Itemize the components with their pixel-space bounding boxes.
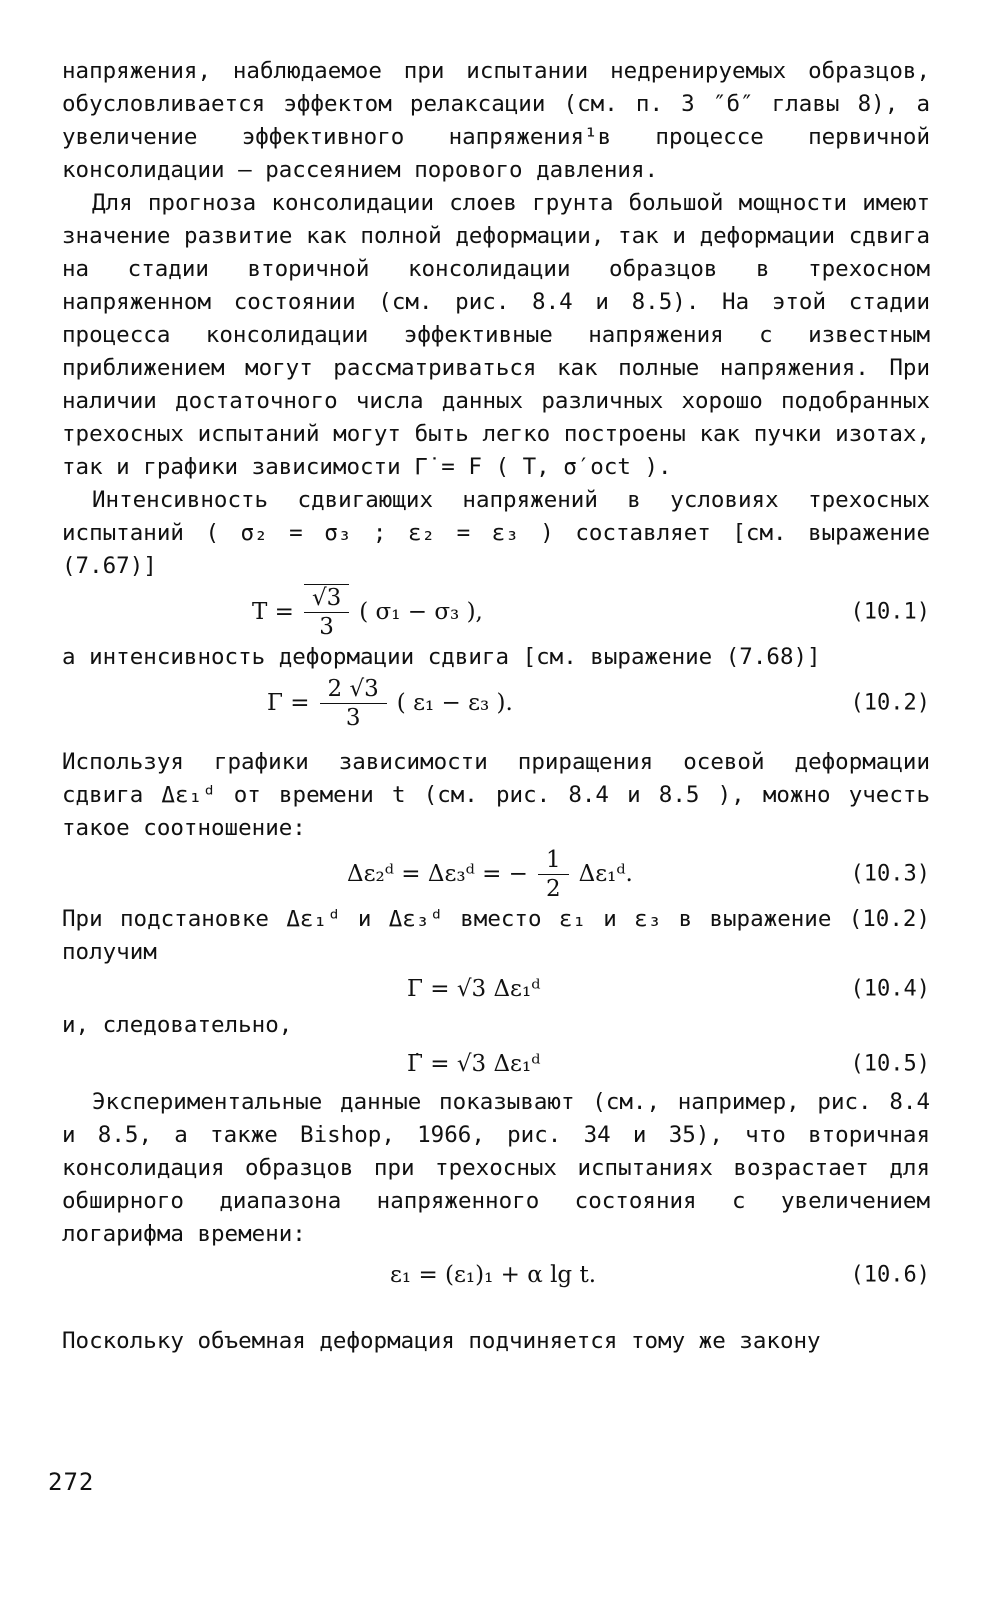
- paragraph-2: Для прогноза консолидации слоев грунта большой мощности имеют значение развитие как полной деформации, так и деформации сдвига на стадии вторичной консолидации образцов в трехосном напряженном состоянии (см. рис. 8.4 и 8.5). На этой стадии процесса консолидации эффективные напряжения с известным приближением могут рассматриваться как полные напряжения. При наличии достаточного числа данных различных хорошо подобранных трехосных испытаний могут быть легко построены как пучки изотах, так и графики зависимости Γ̇ = F ( T, σ′oct ).: [62, 190, 930, 480]
- equation-label: (10.5): [850, 1051, 930, 1077]
- paragraph-5: Используя графики зависимости приращения осевой деформации сдвига Δε₁ᵈ от времени t (см. рис. 8.4 и 8.5 ), можно учесть такое соотношение:: [62, 749, 930, 841]
- equation-rhs: ( σ₁ − σ₃ ),: [359, 599, 483, 625]
- paragraph-4: а интенсивность деформации сдвига [см. выражение (7.68)]: [62, 644, 821, 670]
- equation-rhs: ( ε₁ − ε₃ ).: [396, 690, 513, 716]
- paragraph-3: Интенсивность сдвигающих напряжений в условиях трехосных испытаний ( σ₂ = σ₃ ; ε₂ = ε₃ ) составляет [см. выражение (7.67)]: [62, 487, 930, 579]
- equation-lhs: Γ =: [267, 690, 310, 716]
- equation-10-6: [62, 1251, 930, 1299]
- paragraph-6: При подстановке Δε₁ᵈ и Δε₃ᵈ вместо ε₁ и ε₃ в выражение (10.2) получим: [62, 906, 930, 965]
- page-body: [62, 55, 930, 1358]
- equation-10-5: [62, 1042, 930, 1086]
- paragraph-7: и, следовательно,: [62, 1012, 293, 1038]
- equation-expression: Γ̇ = √3 Δε₁ᵈ: [407, 1051, 541, 1077]
- equation-10-1: [62, 583, 930, 641]
- equation-rhs: Δε₁ᵈ.: [578, 861, 633, 887]
- equation-10-3: [62, 845, 930, 903]
- fraction-numerator: √3: [304, 584, 349, 613]
- paragraph-1: напряжения, наблюдаемое при испытании недренируемых образцов, обусловливается эффектом релаксации (см. п. 3 ″б″ главы 8), а увеличение эффективного напряжения¹в процессе первичной консолидации – рассеянием порового давления.: [62, 58, 930, 183]
- equation-expression: Γ = √3 Δε₁ᵈ: [407, 976, 541, 1002]
- equation-label: (10.2): [850, 690, 930, 716]
- paragraph-9: Поскольку объемная деформация подчиняется тому же закону: [62, 1328, 821, 1354]
- equation-lhs: Δε₂ᵈ = Δε₃ᵈ = −: [347, 861, 528, 887]
- fraction-denominator: 3: [319, 614, 334, 640]
- fraction-denominator: 3: [345, 704, 361, 731]
- equation-label: (10.3): [850, 861, 930, 887]
- fraction-numerator: 2 √3: [320, 676, 387, 704]
- equation-10-2: [62, 674, 930, 732]
- equation-label: (10.6): [850, 1262, 930, 1288]
- page-number: 272: [48, 1468, 95, 1496]
- equation-10-4: [62, 969, 930, 1009]
- equation-label: (10.1): [850, 599, 930, 625]
- equation-lhs: T =: [252, 599, 294, 625]
- fraction-numerator: 1: [538, 847, 569, 875]
- equation-label: (10.4): [850, 976, 930, 1002]
- equation-expression: ε₁ = (ε₁)₁ + α lg t.: [390, 1262, 597, 1288]
- fraction-denominator: 2: [545, 875, 561, 902]
- paragraph-8: Экспериментальные данные показывают (см., например, рис. 8.4 и 8.5, а также Bishop, 1966, рис. 34 и 35), что вторичная консолидация образцов при трехосных испытаниях возрастает для обширного диапазона напряженного состояния с увеличением логарифма времени:: [62, 1089, 930, 1247]
